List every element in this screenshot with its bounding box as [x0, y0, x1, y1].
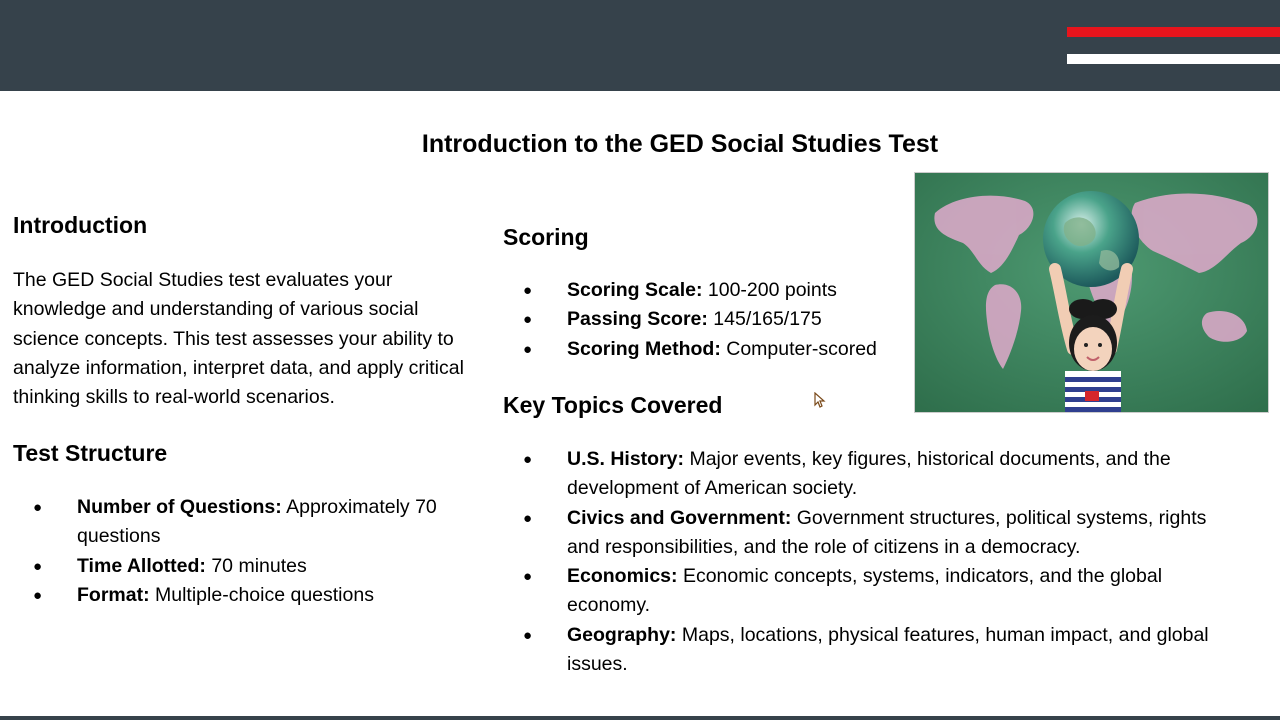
red-accent-stripe [1067, 27, 1280, 37]
list-item: ● Economics: Economic concepts, systems, indicators, and the global economy. [503, 562, 1243, 621]
list-item: ● U.S. History: Major events, key figures, historical documents, and the development of American society. [503, 445, 1243, 504]
list-item: ● Time Allotted: 70 minutes [13, 552, 478, 581]
scoring-heading: Scoring [503, 224, 589, 250]
list-item: ● Geography: Maps, locations, physical features, human impact, and global issues. [503, 621, 1243, 680]
introduction-text: The GED Social Studies test evaluates your knowledge and understanding of various social science concepts. This test assesses your ability to analyze information, interpret data, and apply critical thinking skills to real-world scenarios. [13, 269, 464, 409]
slide-title: Introduction to the GED Social Studies Test [421, 130, 939, 158]
list-item: ● Scoring Scale: 100-200 points [503, 276, 923, 305]
bottom-border [0, 716, 1280, 720]
list-item: ● Scoring Method: Computer-scored [503, 335, 923, 364]
list-item: ● Civics and Government: Government structures, political systems, rights and responsibilities, and the role of citizens in a democracy. [503, 504, 1243, 563]
list-item: ● Number of Questions: Approximately 70 questions [13, 493, 478, 552]
list-item: ● Passing Score: 145/165/175 [503, 305, 923, 334]
list-item: ● Format: Multiple-choice questions [13, 581, 478, 610]
scoring-list [503, 276, 923, 364]
key-topics-list [503, 445, 1243, 679]
mouse-cursor-icon [814, 392, 826, 408]
header-bar [0, 0, 1280, 91]
test-structure-list [13, 493, 478, 610]
test-structure-heading: Test Structure [13, 440, 168, 466]
white-accent-stripe [1067, 54, 1280, 64]
child-holding-globe-photo [914, 172, 1269, 413]
introduction-heading: Introduction [13, 212, 148, 238]
key-topics-heading: Key Topics Covered [503, 392, 723, 418]
